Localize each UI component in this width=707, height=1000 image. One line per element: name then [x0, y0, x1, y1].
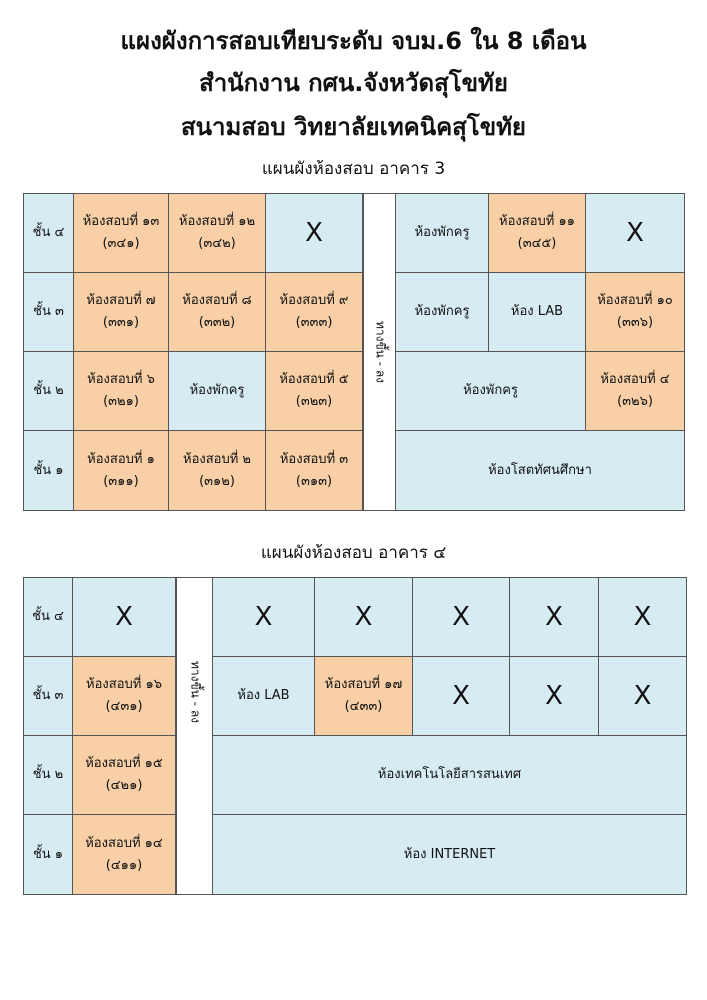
room-name: ห้องสอบที่ ๑๔	[85, 835, 163, 851]
stairway-label: ทางขึ้น - ลง	[188, 660, 202, 723]
document-title-line-2: สำนักงาน กศน.จังหวัดสุโขทัย	[199, 69, 508, 97]
room-name: ห้อง INTERNET	[403, 846, 496, 862]
room-name: ห้องสอบที่ ๑	[87, 451, 155, 467]
unused-room-mark	[213, 578, 315, 657]
room-code: (๓๑๓)	[295, 473, 333, 489]
exam-room-11	[489, 194, 586, 273]
room-code: (๓๑๒)	[199, 473, 235, 489]
unused-room-mark	[586, 194, 684, 273]
x-mark-icon: X	[354, 602, 373, 632]
room-code: (๔๓๓)	[344, 699, 383, 714]
room-name: ห้องโสตทัศนศึกษา	[488, 462, 592, 478]
floor-label	[24, 736, 73, 815]
x-mark-icon: X	[633, 602, 652, 632]
exam-room-2	[169, 431, 266, 510]
room-name: ห้องสอบที่ ๗	[86, 293, 156, 308]
room-name: ห้องสอบที่ ๘	[182, 293, 252, 308]
floor-label	[24, 273, 74, 352]
room-code: (๓๑๑)	[103, 473, 139, 489]
room-name: ห้องสอบที่ ๖	[87, 372, 155, 387]
exam-room-7	[74, 273, 169, 352]
exam-room-3	[266, 431, 363, 510]
room-name: ห้องสอบที่ ๑๖	[86, 677, 162, 692]
x-mark-icon: X	[254, 602, 273, 632]
exam-room-10	[586, 273, 684, 352]
room-name: ห้องสอบที่ ๑๕	[85, 756, 163, 771]
x-mark-icon: X	[626, 218, 644, 248]
unused-room-mark	[315, 578, 413, 657]
exam-room-6	[74, 352, 169, 431]
exam-room-16	[73, 657, 176, 736]
floor-label-text: ชั้น ๒	[33, 383, 64, 398]
audio-visual-room	[396, 431, 684, 510]
unused-room-mark	[266, 194, 363, 273]
room-code: (๓๔๑)	[102, 236, 140, 251]
room-name: ห้องสอบที่ ๓	[279, 451, 349, 467]
stairway-label: ทางขึ้น - ลง	[373, 320, 387, 384]
lab-room	[489, 273, 586, 352]
x-mark-icon: X	[452, 602, 470, 632]
floor-label	[24, 578, 73, 657]
room-code: (๓๒๑)	[103, 394, 139, 409]
building4-floor-plan	[23, 577, 687, 895]
room-name: ห้องพักครู	[414, 304, 470, 319]
x-mark-icon: X	[545, 602, 563, 632]
floor-label-text: ชั้น ๑	[32, 846, 64, 862]
room-code: (๓๒๖)	[617, 394, 653, 409]
x-mark-icon: X	[305, 218, 323, 248]
room-name: ห้องสอบที่ ๙	[279, 293, 349, 308]
document-title-line-3: สนามสอบ วิทยาลัยเทคนิคสุโขทัย	[181, 113, 526, 141]
room-code: (๓๓๓)	[295, 315, 333, 330]
room-code: (๓๓๖)	[616, 315, 654, 330]
floor-label-text: ชั้น ๔	[32, 225, 65, 240]
room-name: ห้องสอบที่ ๑๑	[499, 214, 575, 229]
floor-label	[24, 815, 73, 894]
room-code: (๓๓๑)	[102, 315, 140, 330]
stairway	[176, 578, 213, 894]
room-name: ห้องสอบที่ ๑๓	[82, 214, 160, 229]
it-room	[213, 736, 686, 815]
room-code: (๓๒๓)	[295, 394, 333, 409]
unused-room-mark	[510, 578, 599, 657]
floor-label-text: ชั้น ๔	[32, 609, 64, 624]
room-name: ห้อง LAB	[237, 688, 290, 703]
floor-label-text: ชั้น ๒	[32, 767, 64, 782]
building3-heading: แผนผังห้องสอบ อาคาร 3	[261, 159, 446, 179]
exam-room-9	[266, 273, 363, 352]
staff-room	[396, 194, 489, 273]
room-code: (๔๓๑)	[105, 699, 143, 714]
room-name: ห้องพักครู	[463, 383, 518, 398]
unused-room-mark	[413, 657, 510, 736]
room-name: ห้องเทคโนโลยีสารสนเทศ	[377, 767, 522, 782]
exam-room-8	[169, 273, 266, 352]
staff-room	[396, 352, 586, 431]
exam-room-12	[169, 194, 266, 273]
staff-room	[169, 352, 266, 431]
x-mark-icon: X	[115, 602, 133, 632]
staff-room	[396, 273, 489, 352]
unused-room-mark	[510, 657, 599, 736]
room-name: ห้องสอบที่ ๑๒	[178, 214, 256, 229]
building4-heading: แผนผังห้องสอบ อาคาร ๔	[260, 543, 447, 563]
unused-room-mark	[599, 578, 686, 657]
room-name: ห้องสอบที่ ๑๗	[324, 677, 403, 692]
exam-room-14	[73, 815, 176, 894]
lab-room	[213, 657, 315, 736]
exam-room-1	[74, 431, 169, 510]
floor-label-text: ชั้น ๓	[32, 688, 64, 703]
unused-room-mark	[73, 578, 176, 657]
exam-room-5	[266, 352, 363, 431]
x-mark-icon: X	[633, 681, 652, 711]
room-name: ห้องสอบที่ ๕	[279, 372, 349, 387]
room-name: ห้องสอบที่ ๔	[600, 372, 670, 387]
room-name: ห้องพักครู	[189, 383, 245, 398]
floor-label-text: ชั้น ๑	[33, 462, 64, 478]
room-name: ห้อง LAB	[510, 304, 564, 319]
room-code: (๔๒๑)	[105, 778, 143, 793]
unused-room-mark	[413, 578, 510, 657]
stairway	[363, 194, 396, 510]
room-name: ห้องพักครู	[414, 225, 470, 240]
room-name: ห้องสอบที่ ๑๐	[597, 293, 673, 308]
document-title-line-1: แผงผังการสอบเทียบระดับ จบม.6 ใน 8 เดือน	[120, 27, 587, 55]
x-mark-icon: X	[545, 681, 563, 711]
room-code: (๔๑๑)	[105, 857, 143, 873]
floor-label	[24, 194, 74, 273]
floor-label	[24, 431, 74, 510]
floor-label	[24, 657, 73, 736]
exam-room-13	[74, 194, 169, 273]
room-code: (๓๓๒)	[198, 315, 236, 330]
room-name: ห้องสอบที่ ๒	[183, 451, 251, 467]
internet-room	[213, 815, 686, 894]
room-code: (๓๔๕)	[517, 236, 557, 251]
exam-room-4	[586, 352, 684, 431]
x-mark-icon: X	[452, 681, 470, 711]
unused-room-mark	[599, 657, 686, 736]
floor-label	[24, 352, 74, 431]
floor-label-text: ชั้น ๓	[33, 304, 64, 319]
exam-room-17	[315, 657, 413, 736]
room-code: (๓๔๒)	[198, 236, 236, 251]
building3-floor-plan	[23, 193, 685, 511]
exam-room-15	[73, 736, 176, 815]
